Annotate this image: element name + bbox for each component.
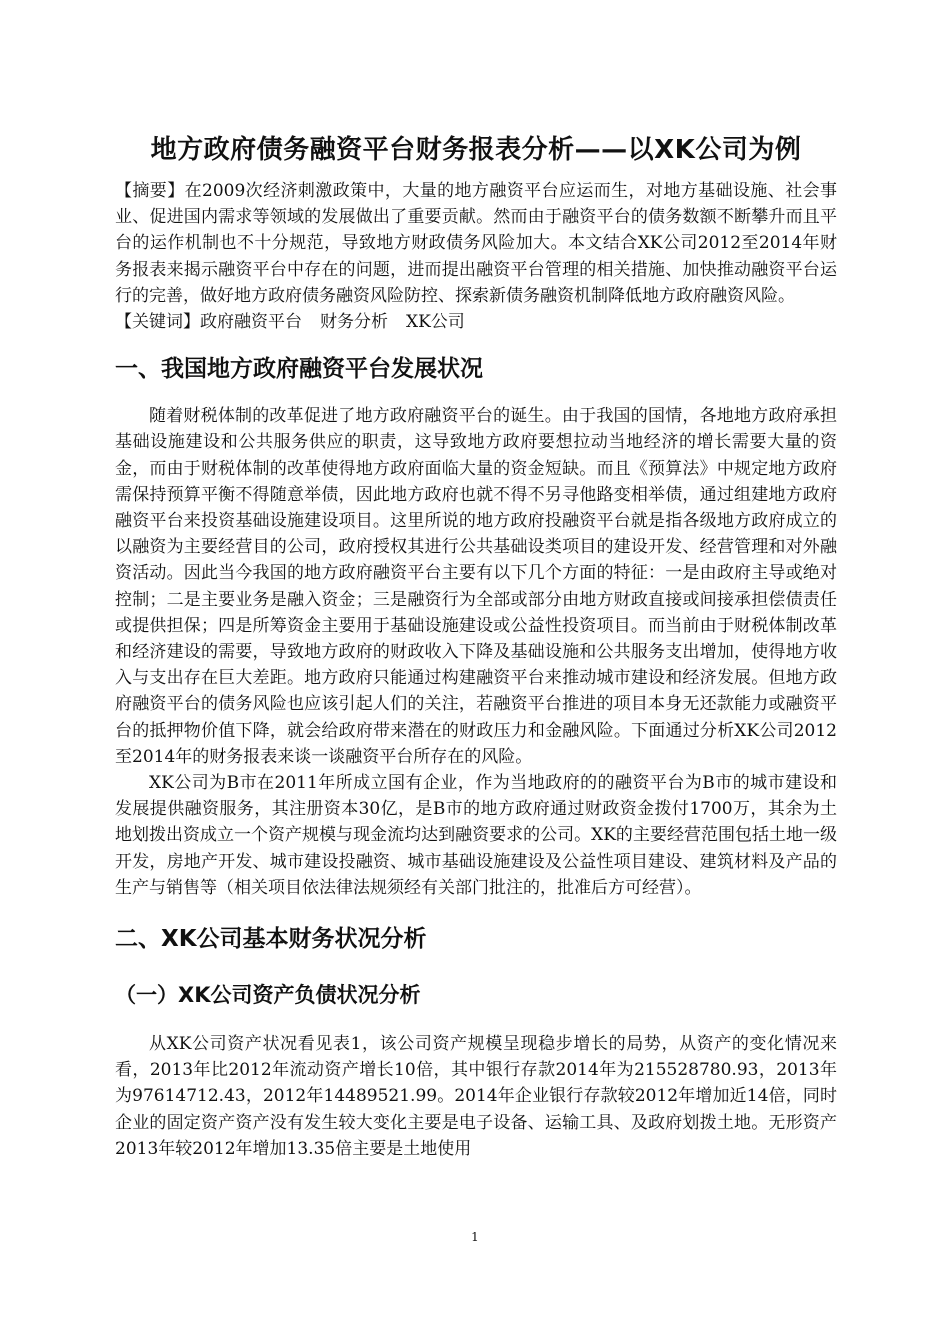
section-heading: 二、XK公司基本财务状况分析: [115, 926, 427, 953]
keyword-item: 政府融资平台: [200, 312, 302, 333]
body-paragraph: 随着财税体制的改革促进了地方政府融资平台的诞生。由于我国的国情，各地地方政府承担基础设施建设和公共服务供应的职责，这导致地方政府要想拉动当地经济的增长需要大量的资金，而由于财税体制的改革使得地方政府面临大量的资金短缺。而且《预算法》中规定地方政府需保持预算平衡不得随意举债，因此地方政府也就不得不另寻他路变相举债，通过组建地方政府融资平台来投资基础设施建设项目。这里所说的地方政府投融资平台就是指各级地方政府成立的以融资为主要经营目的公司，政府授权其进行公共基础设类项目的建设开发、经营管理和对外融资活动。因此当今我国的地方政府融资平台主要有以下几个方面的特征：一是由政府主导或绝对控制；二是主要业务是融入资金；三是融资行为全部或部分由地方财政直接或间接承担偿债责任或提供担保；四是所筹资金主要用于基础设施建设或公益性投资项目。而当前由于财税体制改革和经济建设的需要，导致地方政府的财政收入下降及基础设施和公共服务支出增加，使得地方收入与支出存在巨大差距。地方政府只能通过构建融资平台来推动城市建设和经济发展。但地方政府融资平台的债务风险也应该引起人们的关注，若融资平台推进的项目本身无还款能力或融资平台的抵押物价值下降，就会给政府带来潜在的财政压力和金融风险。下面通过分析XK公司2012至2014年的财务报表来谈一谈融资平台所存在的风险。: [115, 406, 837, 767]
page-number: 1: [471, 1230, 479, 1244]
subsection-heading: （一）XK公司资产负债状况分析: [115, 983, 421, 1008]
keywords-label: 【关键词】: [115, 312, 200, 333]
document-page: [115, 128, 837, 1162]
abstract-paragraph: 【摘要】在2009次经济刺激政策中，大量的地方融资平台应运而生，对地方基础设施、社会事业、促进国内需求等领域的发展做出了重要贡献。然而由于融资平台的债务数额不断攀升而且平台的运作机制也不十分规范，导致地方财政债务风险加大。本文结合XK公司2012至2014年财务报表来揭示融资平台中存在的问题，进而提出融资平台管理的相关措施、加快推动融资平台运行的完善，做好地方政府债务融资风险防控、探索新债务融资机制降低地方政府融资风险。: [115, 181, 837, 306]
section-heading: 一、我国地方政府融资平台发展状况: [115, 356, 483, 383]
document-title: 地方政府债务融资平台财务报表分析——以XK公司为例: [150, 135, 802, 165]
body-paragraph: XK公司为B市在2011年所成立国有企业，作为当地政府的的融资平台为B市的城市建设和发展提供融资服务，其注册资本30亿，是B市的地方政府通过财政资金拨付1700万，其余为土地划拨出资成立一个资产规模与现金流均达到融资要求的公司。XK的主要经营范围包括土地一级开发，房地产开发、城市建设投融资、城市基础设施建设及公益性项目建设、建筑材料及产品的生产与销售等（相关项目依法律法规须经有关部门批注的，批准后方可经营）。: [115, 773, 837, 898]
keyword-item: 财务分析: [320, 312, 388, 333]
body-paragraph: 从XK公司资产状况看见表1，该公司资产规模呈现稳步增长的局势，从资产的变化情况来看，2013年比2012年流动资产增长10倍，其中银行存款2014年为215528780.93，2013年为97614712.43，2012年14489521.99。2014年企业银行存款较2012年增加近14倍，同时企业的固定资产资产没有发生较大变化主要是电子设备、运输工具、及政府划拨土地。无形资产2013年较2012年增加13.35倍主要是土地使用: [115, 1034, 837, 1159]
keywords-line: [115, 309, 837, 335]
keyword-item: XK公司: [406, 312, 465, 333]
